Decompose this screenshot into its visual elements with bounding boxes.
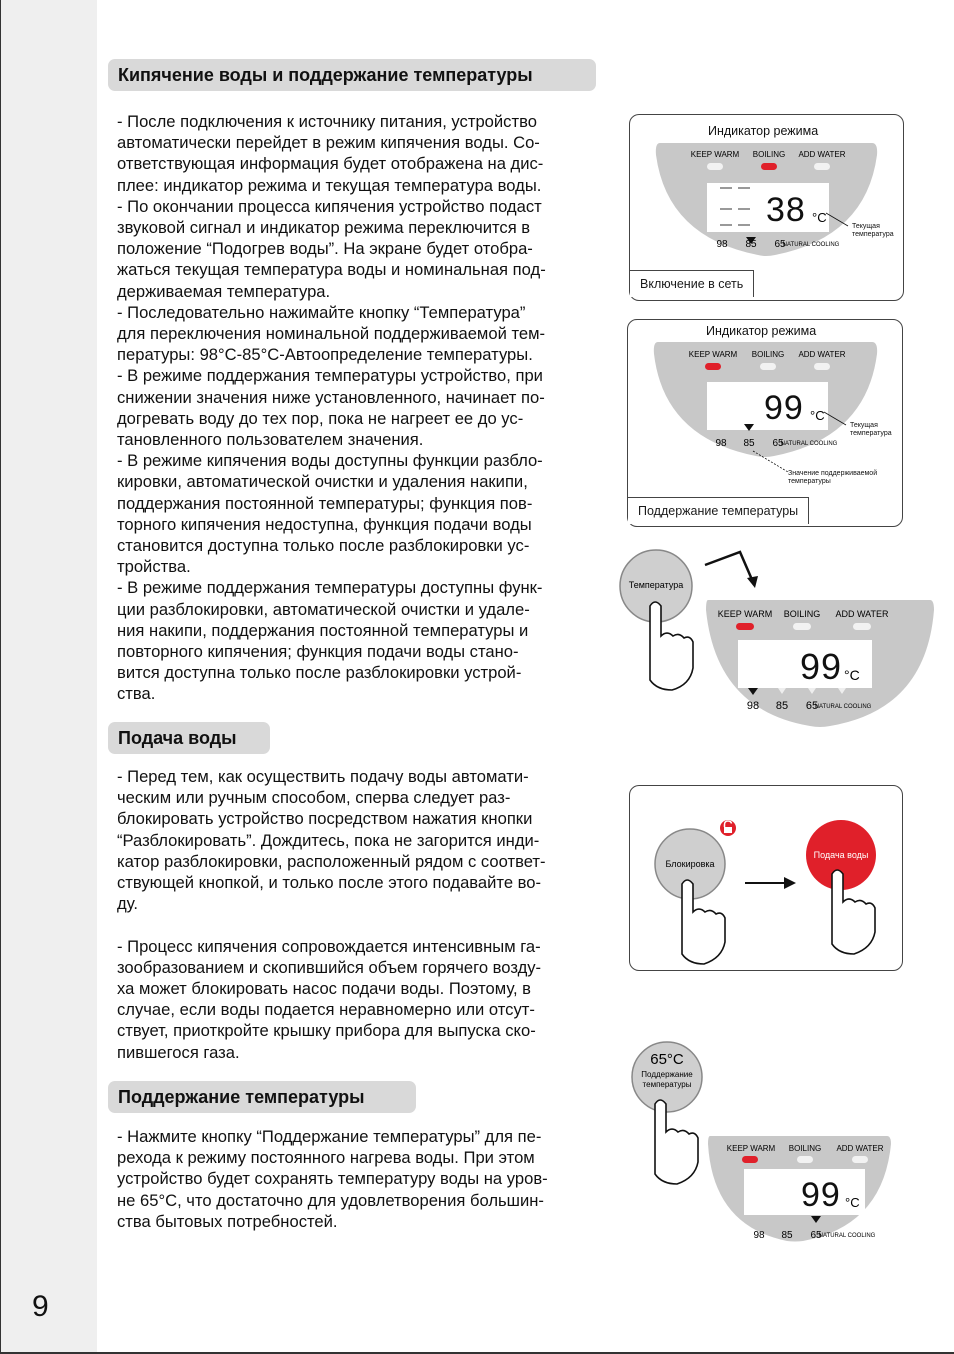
- unlock-illustration: [630, 786, 902, 970]
- section-body-boiling: - После подключения к источнику питания, устройство автоматически перейдет в режим кипячения воды. Со- ответствующая информация будет отображена на дис- плее: индикатор режима и текущая температура воды. - По окончании процесса кипячения устройство подаст звуковой сигнал и индикатор режима переключится в положение “Подогрев воды”. На экране будет отобра- жаться текущая температура воды и номинальная под- держиваемая температура. - Последовательно нажимайте кнопку “Температура” для переключения номинальной поддерживаемой тем- пературы: 98°С-85°С-Автоопределение температуры. - В режиме поддержания температуры устройство, при снижении значения ниже установленного, начинает по- догревать воду до тех пор, пока не нагреет ее до ус- тановленного пользователем значения. - В режиме кипячения воды доступны функции разбло- кировки, автоматической очистки и удаления накипи, поддержания постоянной температуры; функция пов- торного кипячения недоступна, функция подачи воды становится доступна только после разблокировки ус- тройства. - В режиме поддержания температуры доступны функ- ции разблокировки, автоматической очистки и удале- ния накипи, поддержания постоянной температуры и повторного кипячения; функция подачи воды стано- вится доступна только после разблокировки устрой- ства.: [117, 112, 546, 704]
- diagram-keep-temperature: [627, 319, 903, 527]
- label-keep-warm: KEEP WARM: [690, 150, 740, 159]
- label-natural-cooling: NATURAL COOLING: [780, 441, 838, 447]
- label-natural-cooling: NATURAL COOLING: [818, 1233, 876, 1239]
- indicator-boiling: [761, 163, 777, 170]
- mode-indicator-caption: Индикатор режима: [708, 124, 819, 138]
- preset-65: 65: [774, 239, 786, 250]
- temperature-button-label: Температура: [628, 580, 684, 590]
- indicator-add-water: [853, 623, 871, 630]
- section-heading-dispense: Подача воды: [108, 722, 270, 754]
- arrow-icon: [705, 552, 753, 582]
- section-body-keepwarm: - Нажмите кнопку “Поддержание температуры” для пе- рехода к режиму постоянного нагрева воды. При этом устройство будет сохранять температуру воды на уров- не 65°С, что достаточно для удовлетворения большин- ства бытовых потребностей.: [117, 1127, 548, 1231]
- label-natural-cooling: NATURAL COOLING: [782, 242, 840, 248]
- page-margin-bar: [0, 0, 97, 1354]
- diagram-keep-warm-button: [625, 1036, 895, 1256]
- mode-indicator-caption: Индикатор режима: [706, 324, 817, 338]
- indicator-boiling: [797, 1156, 813, 1163]
- indicator-keep-warm: [742, 1156, 758, 1163]
- hand-icon: [655, 1100, 698, 1184]
- label-boiling: BOILING: [752, 150, 786, 159]
- section-heading-keepwarm: Поддержание температуры: [108, 1081, 416, 1113]
- lcd-celsius: °C: [812, 210, 827, 225]
- indicator-add-water: [814, 163, 830, 170]
- indicator-boiling: [760, 363, 776, 370]
- preset-85: 85: [775, 700, 789, 712]
- section-heading-boiling: Кипячение воды и поддержание температуры: [108, 59, 596, 91]
- preset-65: 65: [772, 438, 784, 449]
- label-add-water: ADD WATER: [798, 150, 846, 159]
- lock-button-label: Блокировка: [665, 859, 715, 869]
- preset-85: 85: [743, 438, 755, 449]
- page-number: 9: [32, 1290, 49, 1323]
- label-boiling: BOILING: [788, 1144, 822, 1153]
- label-add-water: ADD WATER: [835, 609, 889, 619]
- indicator-keep-warm: [705, 363, 721, 370]
- preset-85: 85: [781, 1230, 793, 1241]
- indicator-add-water: [814, 363, 830, 370]
- preset-65: 65: [805, 700, 819, 712]
- preset-98: 98: [715, 438, 727, 449]
- label-add-water: ADD WATER: [798, 350, 846, 359]
- diagram-caption-power-on: Включение в сеть: [630, 270, 754, 297]
- keep-warm-button-label-2: температуры: [642, 1080, 692, 1089]
- target-temp-caption: Значение поддерживаемой температуры: [788, 470, 878, 485]
- section-body-dispense: - Перед тем, как осуществить подачу воды автомати- ческим или ручным способом, сперва следует раз- блокировать устройство посредством нажатия кнопки “Разблокировать”. Дождитесь, пока не загорится инди- катор разблокировки, расположенный рядом с соответ- ствующей кнопкой, и только после этого подавайте во- ду. - Процесс кипячения сопровождается интенсивным га- зообразованием и скопившийся объем горячего возду- ха может блокировать насос подачи воды. Поэтому, в случае, если воды подается неравномерно или отсут- ствует, приоткройте крышку прибора для выпуска ско- пившегося газа.: [117, 767, 546, 1062]
- lcd-temperature: 99: [764, 389, 804, 427]
- preset-98: 98: [716, 239, 728, 250]
- label-add-water: ADD WATER: [836, 1144, 884, 1153]
- label-keep-warm: KEEP WARM: [717, 609, 773, 619]
- indicator-boiling: [793, 623, 811, 630]
- dispense-button-label: Подача воды: [813, 850, 869, 860]
- preset-98: 98: [753, 1230, 765, 1241]
- preset-98: 98: [746, 700, 760, 712]
- lcd-celsius: °C: [844, 667, 860, 683]
- label-natural-cooling: NATURAL COOLING: [814, 704, 872, 710]
- keep-warm-button-temp: 65°C: [650, 1051, 684, 1068]
- lcd-temperature: 99: [801, 1176, 841, 1214]
- current-temp-caption: Текущая температура: [850, 422, 892, 437]
- lcd-temperature: 99: [800, 646, 843, 687]
- diagram-power-on: [629, 114, 904, 301]
- label-boiling: BOILING: [751, 350, 785, 359]
- diagram-unlock-dispense: [629, 785, 903, 971]
- indicator-add-water: [852, 1156, 868, 1163]
- lcd-temperature: 38: [766, 191, 806, 229]
- preset-65: 65: [810, 1230, 822, 1241]
- lcd-celsius: °C: [810, 408, 825, 423]
- diagram-caption-keep-temperature: Поддержание температуры: [628, 497, 809, 524]
- label-keep-warm: KEEP WARM: [726, 1144, 776, 1153]
- diagram-temperature-button: [612, 540, 942, 735]
- indicator-keep-warm: [736, 623, 754, 630]
- keep-warm-button-label-1: Поддержание: [641, 1070, 693, 1079]
- indicator-keep-warm: [707, 163, 723, 170]
- lcd-celsius: °C: [845, 1195, 860, 1210]
- current-temp-caption: Текущая температура: [852, 223, 894, 238]
- label-boiling: BOILING: [783, 609, 821, 619]
- label-keep-warm: KEEP WARM: [688, 350, 738, 359]
- preset-85: 85: [745, 239, 757, 250]
